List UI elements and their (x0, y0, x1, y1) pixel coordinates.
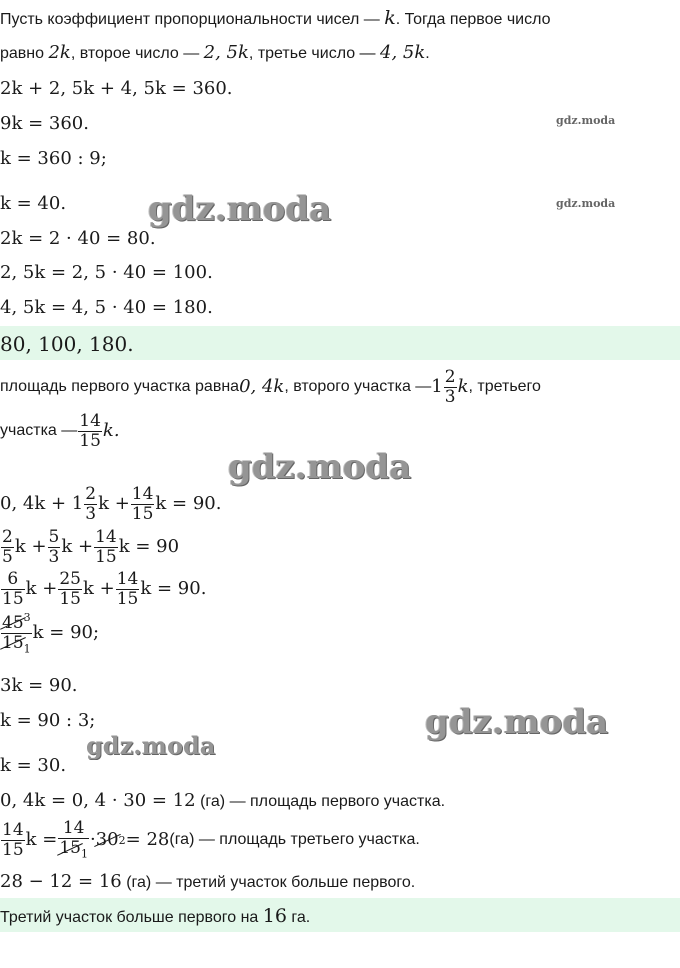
fraction: $\frac{14}{15}$ (2, 819, 24, 860)
area-first-line: 0, 4k = 0, 4 · 30 = 12 (га) — площадь первого участка. (0, 790, 446, 811)
part2-line-1: площадь первого участка равна 0, 4k , второго участка — 1 $\frac{2}{3}$ k , третьего (0, 366, 541, 407)
answer-1-text: 80, 100, 180. (0, 332, 134, 356)
fraction: $\frac{14}{15}$ (116, 568, 139, 609)
equation-first-number: 2k = 2 · 40 = 80. (0, 228, 156, 249)
equation-3k: 3k = 90. (0, 675, 78, 696)
equation-third-number: 4, 5k = 4, 5 · 40 = 180. (0, 297, 213, 318)
answer-2-text: Третий участок больше первого на 16 га. (0, 905, 311, 927)
difference-line: 28 − 12 = 16 (га) — третий участок больше первого. (0, 871, 416, 892)
fraction: $\frac{14}{15}$ (79, 410, 101, 451)
equation-sum: 2k + 2, 5k + 4, 5k = 360. (0, 78, 233, 99)
watermark-logo: gdz.moda (148, 189, 332, 229)
watermark-logo: gdz.moda (228, 447, 412, 487)
equation-k-division: k = 360 : 9; (0, 148, 107, 169)
intro-line-1: Пусть коэффициент пропорциональности чисел — k. Тогда первое число (0, 7, 551, 29)
watermark-logo: gdz.moda (556, 197, 616, 210)
answer-box-1 (0, 326, 680, 360)
equation-k-result-2: k = 30. (0, 755, 67, 776)
intro-line-2: равно 2k, второе число — 2, 5k, третье число — 4, 5k. (0, 42, 430, 63)
equation-common-denominator: $\frac{6}{15}$ k + $\frac{25}{15}$ k + $\frac{14}{15}$ k = 90. (2, 568, 207, 609)
fraction: $\frac{25}{15}$ (59, 568, 81, 609)
fraction: $\frac{6}{15}$ (2, 568, 24, 609)
answer-box-2 (0, 898, 680, 932)
equation-9k: 9k = 360. (0, 113, 89, 134)
equation-area-sum: 0, 4k + 1 $\frac{2}{3}$ k + $\frac{14}{15}$ k = 90. (0, 483, 222, 524)
equation-improper-fractions: $\frac{2}{5}$ k + $\frac{5}{3}$ k + $\frac{14}{15}$ k = 90 (2, 526, 180, 567)
fraction: $\frac{2}{3}$ (85, 483, 97, 524)
fraction: $\frac{2}{3}$ (444, 366, 456, 407)
part2-line-2: участка — $\frac{14}{15}$ k. (0, 410, 120, 451)
fraction: $\frac{5}{3}$ (48, 526, 60, 567)
equation-second-number: 2, 5k = 2, 5 · 40 = 100. (0, 262, 213, 283)
fraction: $\frac{14}{15}$ (95, 526, 117, 567)
fraction: $\frac{2}{5}$ (2, 526, 13, 567)
watermark-logo: gdz.moda (556, 114, 616, 127)
equation-k-result: k = 40. (0, 193, 67, 214)
fraction-reduced: $\frac{14}{15_1}$ (59, 818, 88, 861)
watermark-logo: gdz.moda (425, 702, 609, 742)
watermark-logo: gdz.moda (86, 731, 216, 760)
equation-reduced-fraction: $\frac{45^3}{15_1}$ k = 90; (2, 610, 100, 656)
fraction-reduced: $\frac{45^3}{15_1}$ (2, 610, 31, 656)
equation-k-division-2: k = 90 : 3; (0, 710, 96, 731)
area-third-line: $\frac{14}{15}$ k = $\frac{14}{15_1}$ · 30 2 = 28 (га) — площадь третьего участка. (2, 818, 420, 861)
fraction: $\frac{14}{15}$ (131, 483, 154, 524)
